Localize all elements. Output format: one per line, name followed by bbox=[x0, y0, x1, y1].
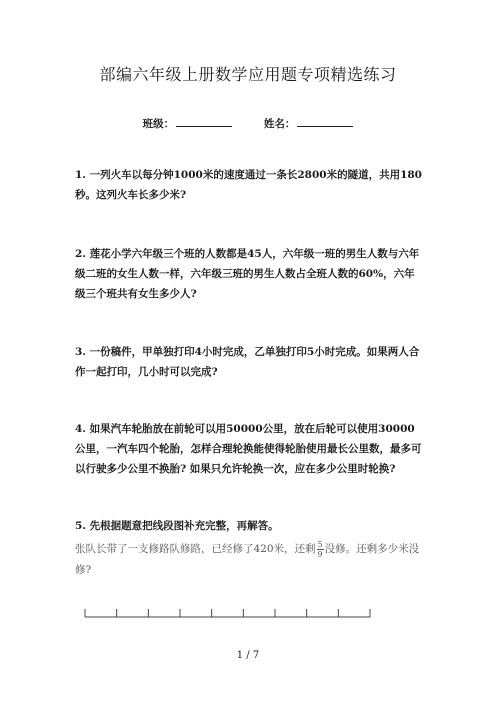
student-info bbox=[0, 116, 496, 131]
name-field bbox=[264, 116, 354, 131]
question-4: 4. 如果汽车轮胎放在前轮可以用50000公里，放在后轮可以使用30000公里，一汽车四个轮胎，怎样合理轮换能使得轮胎使用最长公里数，最多可以行驶多少公里不换胎? 如果只允许轮换一次，应在多少公里时轮换? bbox=[75, 423, 422, 475]
class-blank bbox=[176, 118, 232, 127]
question-2: 2. 莲花小学六年级三个班的人数都是45人，六年级一班的男生人数与六年级二班的女生人数一样，六年级三班的男生人数占全班人数的60%，六年级三个班共有女生多少人? bbox=[75, 248, 420, 300]
question-3: 3. 一份稿件，甲单独打印4小时完成，乙单独打印5小时完成。如果两人合作一起打印，几小时可以完成? bbox=[75, 346, 420, 378]
fraction-numerator: 5 bbox=[317, 539, 323, 549]
fraction-denominator: 9 bbox=[317, 549, 323, 559]
document-title: 部编六年级上册数学应用题专项精选练习 bbox=[99, 65, 397, 84]
name-blank bbox=[297, 118, 353, 127]
name-label: 姓名： bbox=[263, 118, 296, 130]
fraction bbox=[317, 540, 324, 559]
line-segment-diagram bbox=[80, 606, 380, 620]
question-5-body bbox=[75, 539, 425, 581]
question-5-text-a: 张队长带了一支修路队修路，已经修了420米，还剩 bbox=[75, 543, 316, 555]
class-field bbox=[143, 116, 233, 131]
segment-ruler-svg bbox=[80, 606, 380, 620]
question-1: 1. 一列火车以每分钟1000米的速度通过一条长2800米的隧道，共用180秒。这列火车长多少米? bbox=[75, 169, 422, 201]
question-5-text-b: 没修。还剩多少米没修? bbox=[75, 543, 420, 576]
page-indicator: 1 / 7 bbox=[236, 650, 260, 661]
question-5: 5. 先根据题意把线段图补充完整，再解答。 bbox=[75, 520, 279, 532]
class-label: 班级： bbox=[142, 118, 175, 130]
